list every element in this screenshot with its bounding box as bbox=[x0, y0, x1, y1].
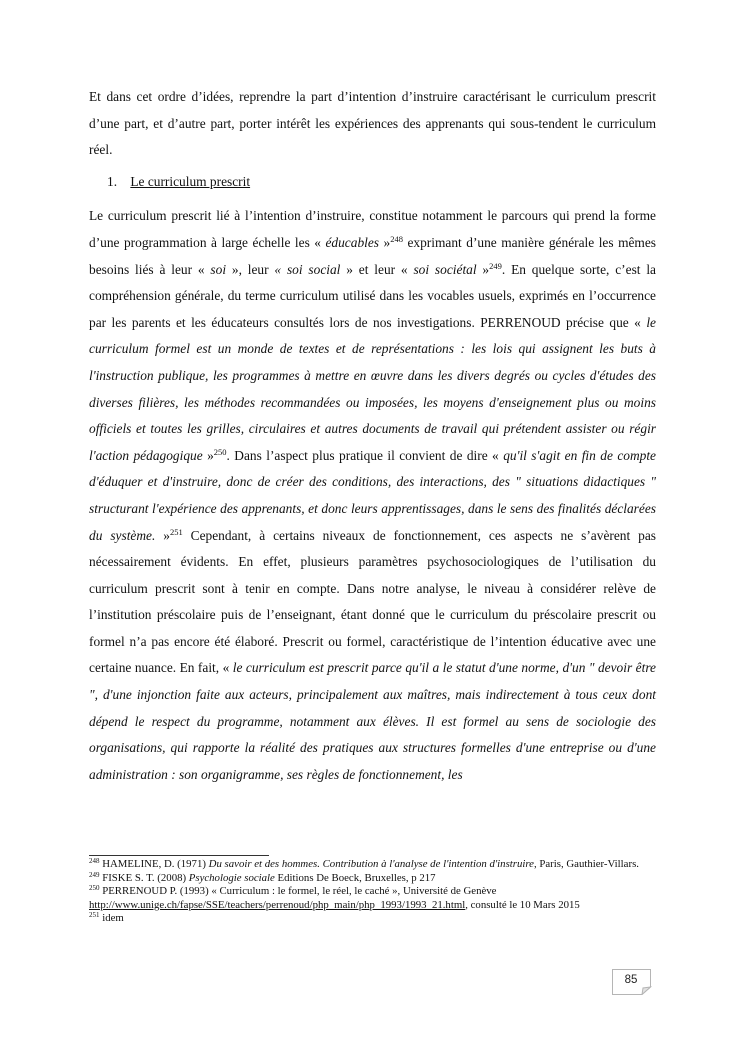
section-title: Le curriculum prescrit bbox=[130, 173, 251, 189]
main-text bbox=[89, 84, 656, 788]
footnote-249: $^{249}$ FISKE S. T. (2008) Psychologie sociale Editions De Boeck, Bruxelles, p 217 bbox=[89, 870, 436, 884]
footnote-250: $^{250}$ PERRENOUD P. (1993) « Curriculum : le formel, le réel, le caché », Université de Genève http://www.unige.ch/fapse/SSE/teachers/perrenoud/php_main/php_1993/1993_21.html, consulté le 10 Mars 2015 bbox=[89, 884, 580, 911]
footnote-separator bbox=[89, 855, 269, 856]
footnote-ref-249[interactable]: 249 bbox=[489, 260, 502, 271]
page-number-badge bbox=[612, 969, 652, 995]
footnote-ref-248[interactable]: 248 bbox=[390, 233, 403, 244]
footnote-ref-250[interactable]: 250 bbox=[213, 446, 227, 457]
footnotes bbox=[89, 858, 656, 926]
quote-perrenoud-2: qu'il s'agit en fin de compte d'éduquer et d'instruire, donc de créer des conditions, des interactions, des " situations didactiques " structurant l'expérience des apprenants, et donc leurs apprentissages, dans le sens des finalités déclarées du système. bbox=[89, 447, 656, 543]
section-heading bbox=[89, 164, 656, 204]
paragraph-curriculum-prescrit: Le curriculum prescrit lié à l’intention d’instruire, constitue notamment le parcours qui prend la forme d’une programmation à large échelle les « éducables »$^{248}$ exprimant d’une manière générale les mêmes besoins liés à leur « soi », leur « soi social » et leur « soi sociétal »$^{249}$. En quelque sorte, c’est la compréhension générale, du terme curriculum utilisé dans les vocables usuels, exprimés en l’occurrence par les parents et les éducateurs consultés lors de nos investigations. PERRENOUD précise que « le curriculum formel est un monde de textes et de représentations : les lois qui assignent les buts à l'instruction publique, les programmes à mettre en œuvre dans les divers degrés ou cycles d'études des diverses filières, les méthodes recommandées ou imposées, les moyens d'enseignement plus ou moins officiels et toutes les grilles, circulaires et autres documents de travail qui prétendent assister ou régir l'action pédagogique »$^{250}$. Dans l’aspect plus pratique il convient de dire « qu'il s'agit en fin de compte d'éduquer et d'instruire, donc de créer des conditions, des interactions, des " situations didactiques " structurant l'expérience des apprenants, et donc leurs apprentissages, dans le sens des finalités déclarées du système. »$^{251}$ Cependant, à certains niveaux de fonctionnement, ces aspects ne s’avèrent pas nécessairement évidents. En effet, plusieurs paramètres psychosociologiques de l’utilisation du curriculum prescrit sont à tenir en compte. Dans notre analyse, le niveau à considérer relève de l’institution préscolaire puis de l’enseignant, étant donné que le curriculum du préscolaire prescrit ou formel n’a pas encore été élaboré. Prescrit ou formel, caractéristique de l’intention éducative avec une certaine nuance. En fait, « le curriculum est prescrit parce qu'il a le statut d'une norme, d'un " devoir être ", d'une injonction faite aux acteurs, principalement aux maîtres, mais indirectement à tous ceux dont dépend le respect du programme, notamment aux élèves. Il est formel au sens de sociologie des organisations, qui rapporte la réalité des pratiques aux structures formelles d'une entreprise ou d'une administration : son organigramme, ses règles de fonctionnement, les bbox=[89, 208, 657, 782]
footnote-248: $^{248}$ HAMELINE, D. (1971) Du savoir et des hommes. Contribution à l'analyse de l'intention d'instruire, Paris, Gauthier-Villars. bbox=[89, 857, 639, 870]
quote-perrenoud-1: le curriculum formel est un monde de textes et de représentations : les lois qui assignent les buts à l'instruction publique, les programmes à mettre en œuvre dans les divers degrés ou cycles d'études des diverses filières, les méthodes recommandées ou imposées, les moyens d'enseignement plus ou moins officiels et toutes les grilles, circulaires et autres documents de travail qui prétendent assister ou régir l'action pédagogique bbox=[89, 314, 656, 463]
quote-perrenoud-3: le curriculum est prescrit parce qu'il a le statut d'une norme, d'un " devoir être ", d'une injonction faite aux acteurs, principalement aux maîtres, mais indirectement à tous ceux dont dépend le respect du programme, notamment aux élèves. Il est formel au sens de sociologie des organisations, qui rapporte la réalité des pratiques aux structures formelles d'une entreprise ou d'une administration : son organigramme, ses règles de fonctionnement, les bbox=[89, 660, 656, 782]
italic-term: soi bbox=[210, 261, 227, 277]
footnote-251: $^{251}$ idem bbox=[89, 911, 124, 925]
italic-term: « soi social bbox=[274, 261, 341, 277]
page-number: 85 bbox=[624, 974, 638, 986]
paragraph-intro: Et dans cet ordre d’idées, reprendre la part d’intention d’instruire caractérisant le curriculum prescrit d’une part, et d’autre part, porter intérêt les expériences des apprenants qui sous-tendent le curriculum réel. bbox=[89, 89, 656, 158]
footnote-ref-251[interactable]: 251 bbox=[169, 526, 183, 537]
italic-term: éducables bbox=[325, 234, 380, 250]
italic-term: soi sociétal bbox=[413, 261, 477, 277]
footnote-link[interactable]: http://www.unige.ch/fapse/SSE/teachers/perrenoud/php_main/php_1993/1993_21.html bbox=[89, 898, 466, 911]
section-number: 1. bbox=[107, 173, 118, 189]
